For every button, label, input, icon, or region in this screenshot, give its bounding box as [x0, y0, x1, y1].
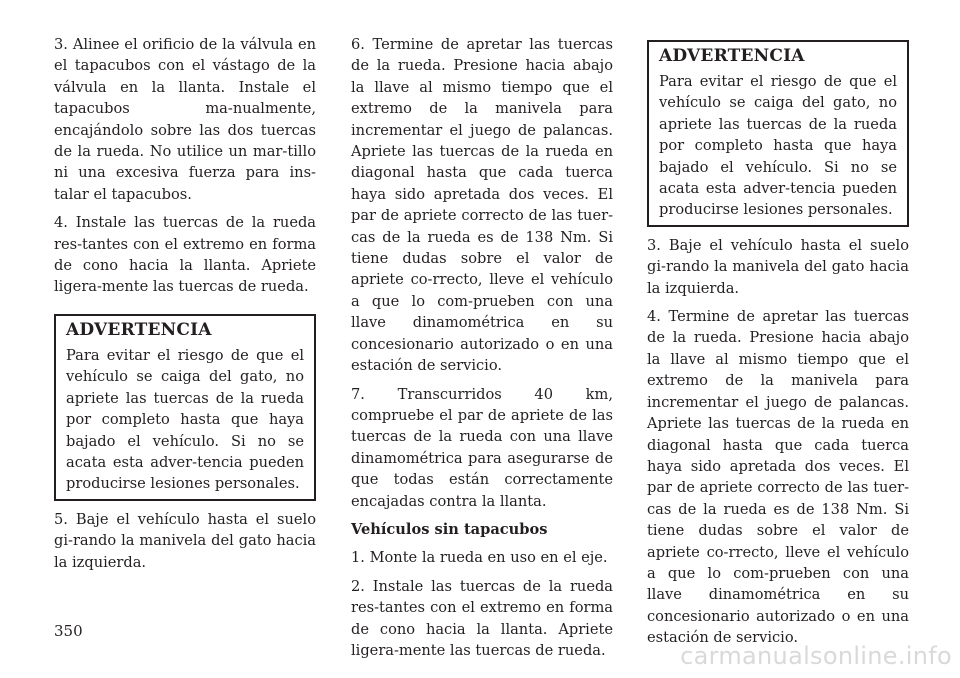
- step-5-paragraph: 5. Baje el vehículo hasta el suelo gi-rando la manivela del gato hacia la izquierda.: [54, 510, 316, 571]
- step-4-paragraph: 4. Termine de apretar las tuercas de la rueda. Presione hacia abajo la llave al mismo tiempo que el extremo de la manivela para incrementar el juego de palancas. Apriete las tuercas de la rueda en diagonal hasta que cada tuerca haya sido apretada dos veces. El par de apriete correcto de las tuer-cas de la rueda es de 138 Nm. Si tiene dudas sobre el valor de apriete co-rrecto, lleve el vehículo a que lo com-prueben con una llave dinamométrica en su concesionario autorizado o en una estación de servicio.: [647, 308, 909, 647]
- warning-title: ADVERTENCIA: [659, 46, 805, 66]
- warning-text: Para evitar el riesgo de que el vehículo se caiga del gato, no apriete las tuercas de la rueda por completo hasta que haya bajado el vehículo. Si no se acata esta adver-tencia pueden producirse lesiones personales.: [659, 73, 897, 219]
- step-4-paragraph: 4. Instale las tuercas de la rueda res-tantes con el extremo en forma de cono hacia la llanta. Apriete ligera-mente las tuercas de rueda.: [54, 214, 316, 296]
- warning-title: ADVERTENCIA: [66, 319, 212, 340]
- warning-text: Para evitar el riesgo de que el vehículo se caiga del gato, no apriete las tuercas de la rueda por completo hasta que haya bajado el vehículo. Si no se acata esta adver-tencia pueden producirse lesiones personales.: [66, 346, 304, 493]
- section-heading: Vehículos sin tapacubos: [351, 520, 548, 538]
- column-middle: [351, 34, 613, 668]
- warning-box: [54, 314, 316, 501]
- column-right: [647, 34, 909, 656]
- step-3-paragraph: 3. Alinee el orificio de la válvula en el tapacubos con el vástago de la válvula en la llanta. Instale el tapacubos ma-nualmente, encajándolo sobre las dos tuercas de la rueda. No utilice un mar-tillo ni una excesiva fuerza para ins-talar el tapacubos.: [54, 36, 316, 203]
- step-3-paragraph: 3. Baje el vehículo hasta el suelo gi-rando la manivela del gato hacia la izquierda.: [647, 236, 909, 297]
- step-7-paragraph: 7. Transcurridos 40 km, compruebe el par de apriete de las tuercas de la rueda con una llave dinamométrica para asegurarse de que todas están correctamente encajadas contra la llanta.: [351, 385, 613, 510]
- column-left: [54, 34, 316, 580]
- step-2-paragraph: 2. Instale las tuercas de la rueda res-tantes con el extremo en forma de cono hacia la llanta. Apriete ligera-mente las tuercas de rueda.: [351, 577, 613, 659]
- warning-box: [647, 40, 909, 227]
- page-number: 350: [54, 622, 83, 640]
- watermark: carmanualsonline.info: [680, 642, 952, 670]
- step-1-paragraph: 1. Monte la rueda en uso en el eje.: [351, 549, 608, 567]
- step-6-paragraph: 6. Termine de apretar las tuercas de la rueda. Presione hacia abajo la llave al mismo tiempo que el extremo de la manivela para incrementar el juego de palancas. Apriete las tuercas de la rueda en diagonal hasta que cada tuerca haya sido apretada dos veces. El par de apriete correcto de las tuer-cas de la rueda es de 138 Nm. Si tiene dudas sobre el valor de apriete co-rrecto, lleve el vehículo a que lo com-prueben con una llave dinamométrica en su concesionario autorizado o en una estación de servicio.: [351, 36, 613, 375]
